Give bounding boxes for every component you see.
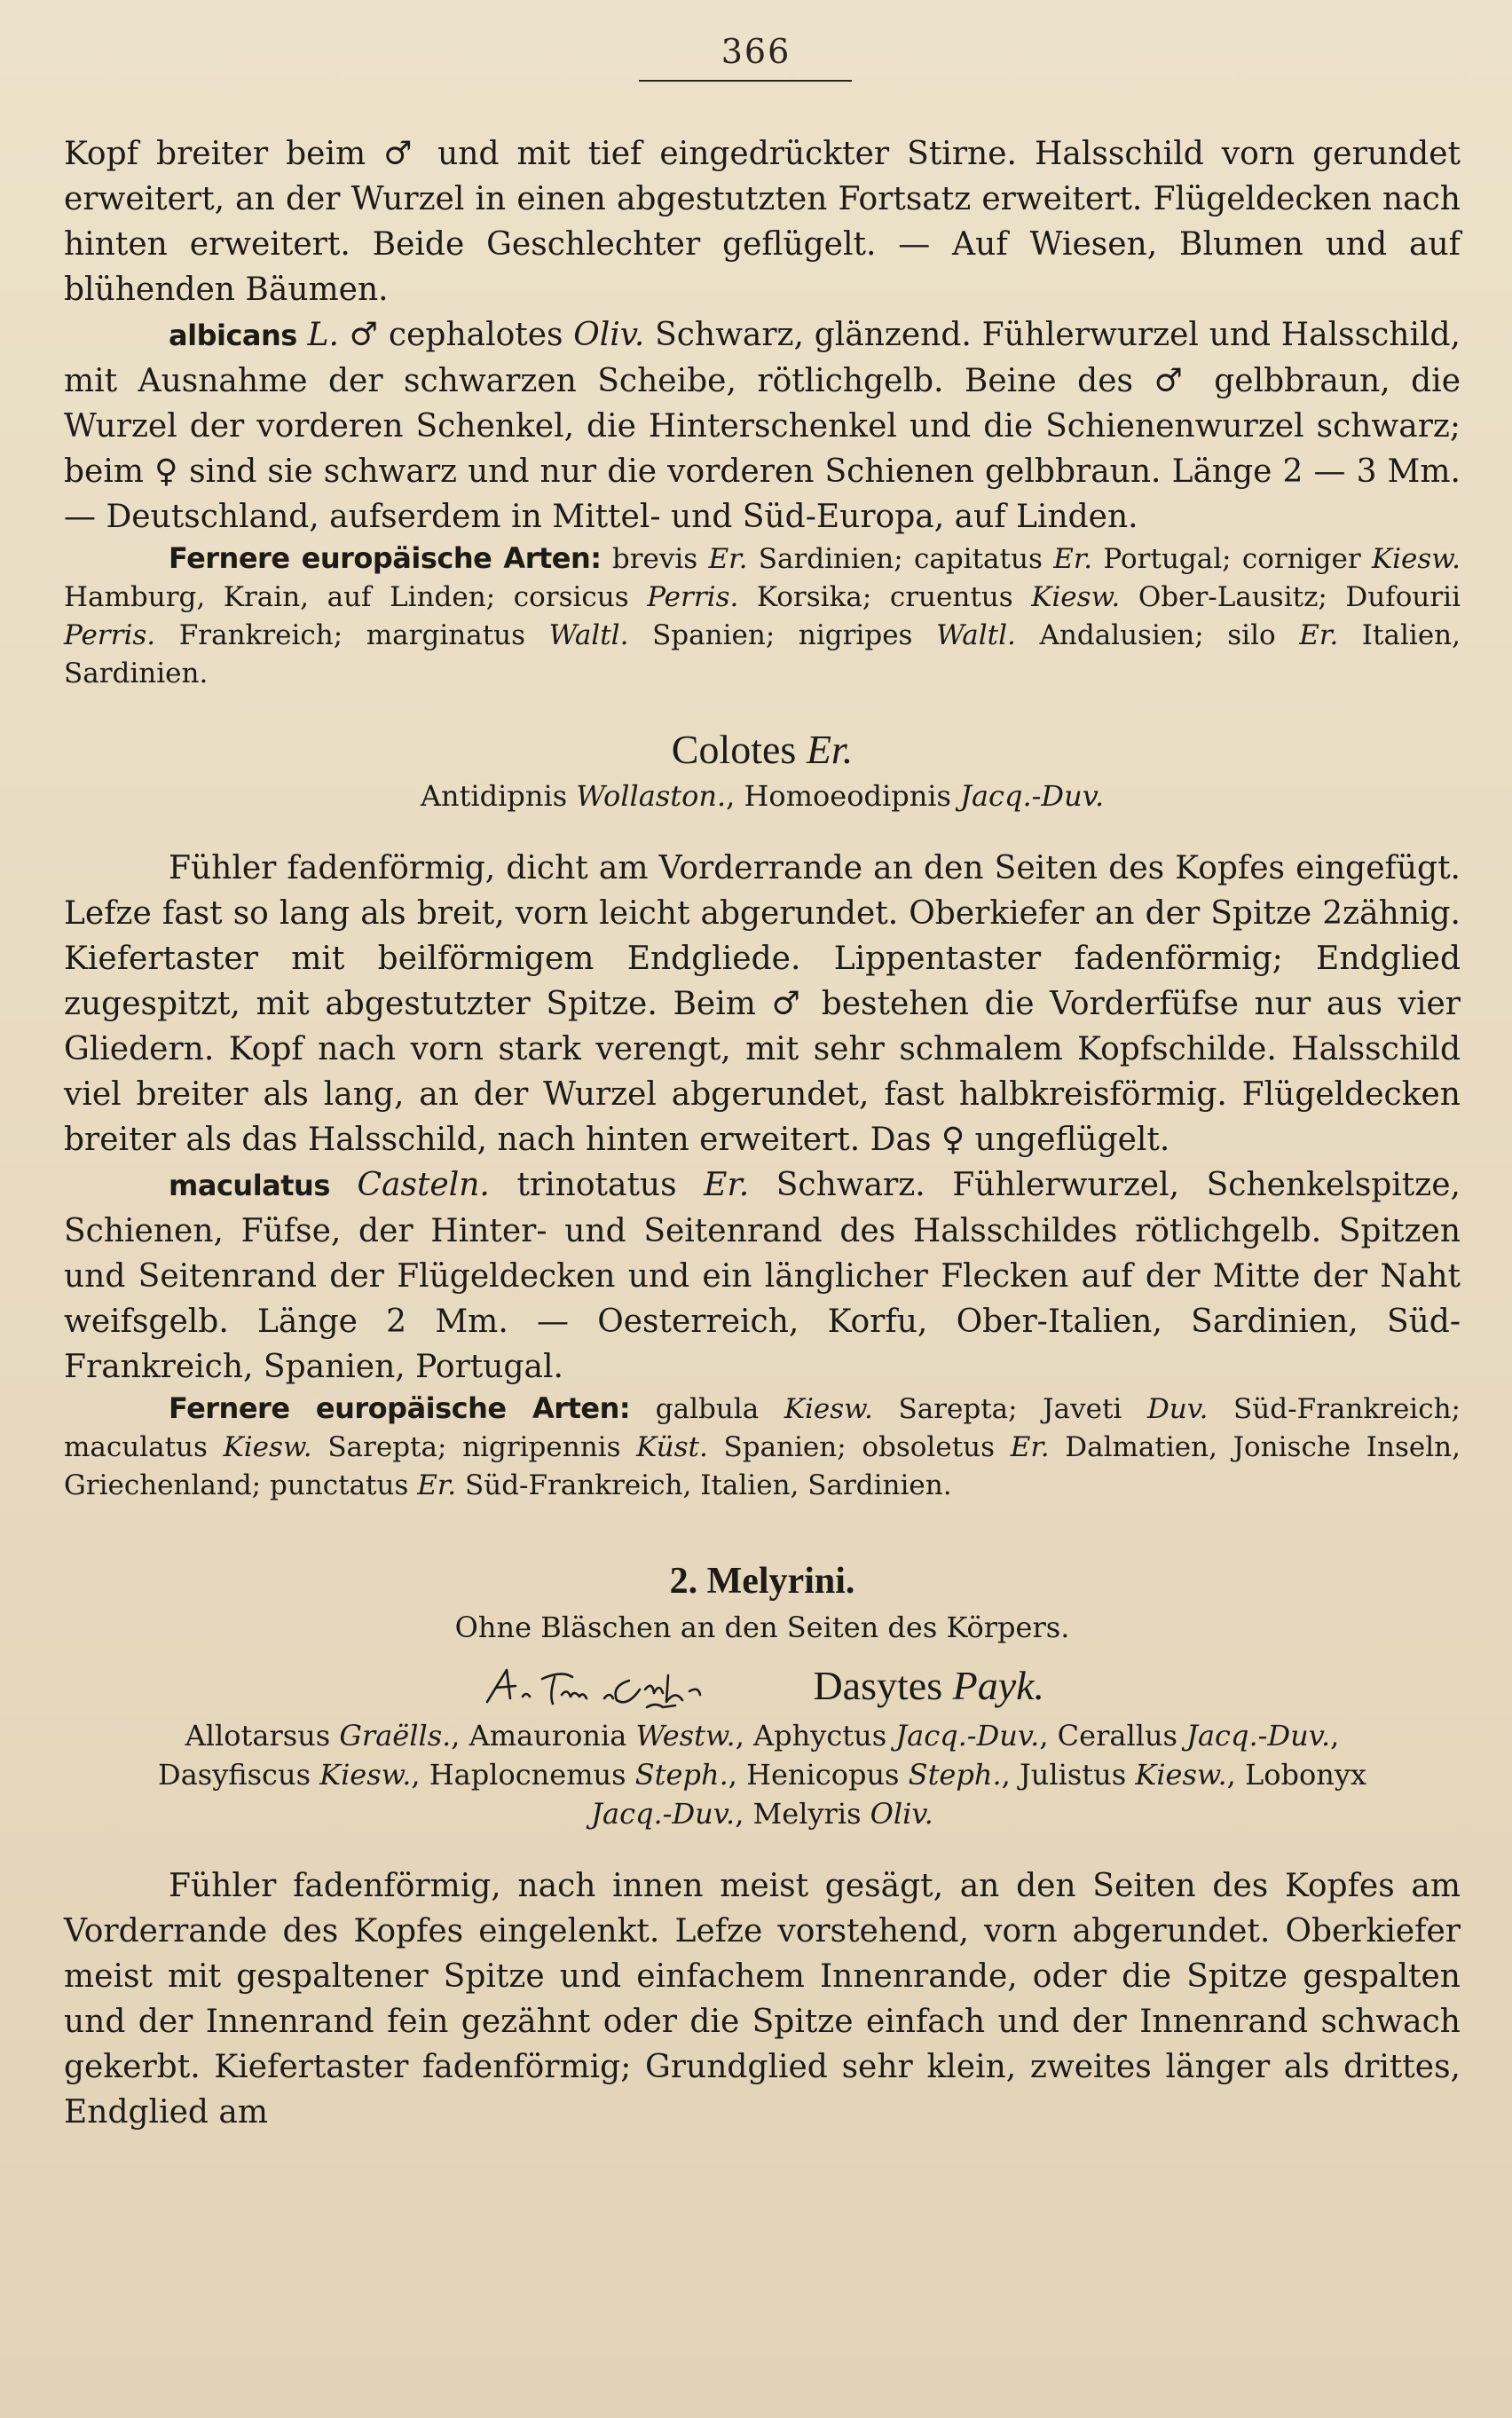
page-number: 366 — [721, 32, 791, 71]
synonym-author: Kiesw. — [1135, 1758, 1227, 1792]
species-text: Sarepta; nigripennis — [311, 1431, 637, 1463]
tribe-heading: 2. Melyrini. — [669, 1561, 855, 1602]
genus-author: Er. — [806, 727, 854, 772]
genus-heading-colotes — [64, 723, 1461, 776]
page-content — [64, 131, 1461, 2135]
paragraph-intro: Kopf breiter beim ♂ und mit tief eingedrückter Stirne. Halsschild vorn gerundet erweitert, an der Wurzel in einen abgestutzten Fortsatz erweitert. Flügeldecken nach hinten erweitert. Beide Geschlechter geflügelt. — Auf Wiesen, Blumen und auf blühenden Bäumen. — [64, 136, 1461, 308]
further-species-2 — [64, 1390, 1461, 1505]
genus-description-dasytes: Fühler fadenförmig, nach innen meist gesägt, an den Seiten des Kopfes am Vorderrande des Kopfes eingelenkt. Lefze vorstehend, vorn abgerundet. Oberkiefer meist mit gespaltener Spitze und einfachem Innenrande, oder die Spitze gespalten und der Innenrand fein gezähnt oder die Spitze einfach und der Innenrand schwach gekerbt. Kiefertaster fadenförmig; Grundglied sehr klein, zweites länger als drittes, Endglied am — [64, 1868, 1461, 2131]
synonym-text: , Dasyfiscus — [158, 1719, 1340, 1792]
genus-description-colotes: Fühler fadenförmig, dicht am Vorderrande an den Seiten des Kopfes eingefügt. Lefze fast so lang als breit, vorn leicht abgerundet. Oberkiefer an der Spitze 2zähnig. Kiefertaster mit beilförmigem Endgliede. Lippentaster fadenförmig; Endglied zugespitzt, mit abgestutzter Spitze. Beim ♂ bestehen die Vorderfüfse nur aus vier Gliedern. Kopf nach vorn stark verengt, mit sehr schmalem Kopfschilde. Halsschild viel breiter als lang, an der Wurzel abgerundet, fast halbkreisförmig. Flügeldecken breiter als das Halsschild, nach hinten erweitert. Das ♀ ungeflügelt. — [64, 850, 1461, 1158]
handwritten-annotation — [480, 1663, 782, 1716]
species-description: Schwarz. Fühlerwurzel, Schenkelspitze, Schienen, Füfse, der Hinter- und Seitenrand des Halsschildes rötlichgelb. Spitzen und Seitenrand der Flügeldecken und ein länglicher Flecken auf der Mitte der Naht weifsgelb. Länge 2 Mm. — Oesterreich, Korfu, Ober-Italien, Sardinien, Süd-Frankreich, Spanien, Portugal. — [64, 1167, 1461, 1385]
genus-name: Dasytes — [813, 1663, 943, 1708]
species-text: Süd-Frankreich, Italien, Sardinien. — [456, 1469, 952, 1501]
synonym-text: , Melyris — [735, 1797, 870, 1831]
species-author: Waltl. — [936, 619, 1016, 651]
species-author: Perris. — [64, 619, 156, 651]
species-text: Sardinien; capitatus — [747, 543, 1054, 575]
further-species-label: Fernere europäische Arten: — [169, 541, 602, 575]
synonym-text: , Haplocnemus — [411, 1758, 635, 1792]
genus-author: Payk. — [952, 1663, 1045, 1708]
species-author: Küst. — [636, 1431, 708, 1463]
species-author: Er. — [1010, 1431, 1050, 1463]
synonym-author: Jacq.-Duv. — [895, 1719, 1040, 1753]
species-author: Kiesw. — [784, 1393, 873, 1425]
synonym-text: Allotarsus — [185, 1719, 340, 1753]
synonym-author: Jacq.-Duv. — [591, 1797, 736, 1831]
synonym-author: Jacq.-Duv. — [1186, 1719, 1331, 1753]
species-text: brevis — [611, 543, 709, 575]
species-text: galbula — [655, 1393, 784, 1425]
species-author: L. — [307, 317, 339, 353]
species-author: Er. — [417, 1469, 457, 1501]
synonym-text: , Amauronia — [451, 1719, 636, 1753]
species-text: Dalmatien, Jonische Inseln, Griechenland; punctatus — [64, 1431, 1461, 1501]
further-species-label: Fernere europäische Arten: — [169, 1391, 631, 1425]
synonym-author: Steph. — [634, 1758, 728, 1792]
species-text: Spanien; obsoletus — [707, 1431, 1011, 1463]
synonym-text: , Henicopus — [728, 1758, 909, 1792]
genus-heading-dasytes — [64, 1659, 1461, 1716]
species-text: Hamburg, Krain, auf Linden; corsicus — [64, 581, 648, 613]
species-author: Duv. — [1146, 1393, 1209, 1425]
synonym-text: , Lobonyx — [1226, 1758, 1366, 1792]
species-text: Süd-Frankreich; maculatus — [64, 1393, 1461, 1463]
species-text: Spanien; nigripes — [628, 619, 937, 651]
species-maculatus — [64, 1162, 1461, 1390]
species-name: albicans — [169, 319, 297, 352]
page-number-rule — [639, 80, 852, 82]
species-synonym: ♂ cephalotes — [349, 317, 563, 353]
species-author: Kiesw. — [1031, 581, 1121, 613]
species-text: Sarepta; Javeti — [872, 1393, 1147, 1425]
species-name: maculatus — [169, 1169, 330, 1202]
synonym-text: , Julistus — [1001, 1758, 1136, 1792]
species-author: Kiesw. — [223, 1431, 312, 1463]
tribe-subtitle: Ohne Bläschen an den Seiten des Körpers. — [454, 1611, 1070, 1644]
species-text: Andalusien; silo — [1015, 619, 1300, 651]
species-author: Waltl. — [548, 619, 629, 651]
species-author: Perris. — [647, 581, 739, 613]
species-text: Italien, Sardinien. — [64, 619, 1461, 689]
species-text: Frankreich; marginatus — [155, 619, 549, 651]
synonym-author: Er. — [704, 1167, 750, 1203]
further-species-1 — [64, 540, 1461, 693]
synonym-author: Jacq.-Duv. — [960, 779, 1105, 813]
synonym-author: Steph. — [908, 1758, 1002, 1792]
species-author: Casteln. — [357, 1167, 490, 1203]
species-author: Kiesw. — [1371, 543, 1461, 575]
synonym-text: , Homoeodipnis — [726, 779, 961, 813]
synonym-text: Antidipnis — [420, 779, 577, 813]
species-description: Schwarz, glänzend. Fühlerwurzel und Halsschild, mit Ausnahme der schwarzen Scheibe, rötlichgelb. Beine des ♂ gelbbraun, die Wurzel der vorderen Schenkel, die Hinterschenkel und die Schienenwurzel schwarz; beim ♀ sind sie schwarz und nur die vorderen Schienen gelbbraun. Länge 2 — 3 Mm. — Deutschland, aufserdem in Mittel- und Süd-Europa, auf Linden. — [64, 317, 1461, 535]
species-text: Ober-Lausitz; Dufourii — [1120, 581, 1461, 613]
synonym-text: , Aphyctus — [735, 1719, 896, 1753]
species-author: Er. — [1053, 543, 1093, 575]
genus-name: Colotes — [671, 727, 797, 772]
synonym-author: Oliv. — [573, 317, 645, 353]
synonym-author: Graëlls. — [339, 1719, 452, 1753]
synonym-author: Westw. — [635, 1719, 736, 1753]
species-author: Er. — [708, 543, 748, 575]
synonym-text: , Cerallus — [1039, 1719, 1187, 1753]
genus-synonyms — [64, 1716, 1461, 1833]
genus-synonyms — [64, 776, 1461, 815]
synonym-author: Wollaston. — [576, 779, 727, 813]
species-text: Portugal; corniger — [1092, 543, 1372, 575]
species-author: Er. — [1299, 619, 1339, 651]
species-text: Korsika; cruentus — [738, 581, 1032, 613]
synonym-author: Oliv. — [870, 1797, 933, 1831]
species-albicans — [64, 312, 1461, 540]
synonym-author: Kiesw. — [319, 1758, 412, 1792]
species-synonym: trinotatus — [516, 1167, 677, 1203]
